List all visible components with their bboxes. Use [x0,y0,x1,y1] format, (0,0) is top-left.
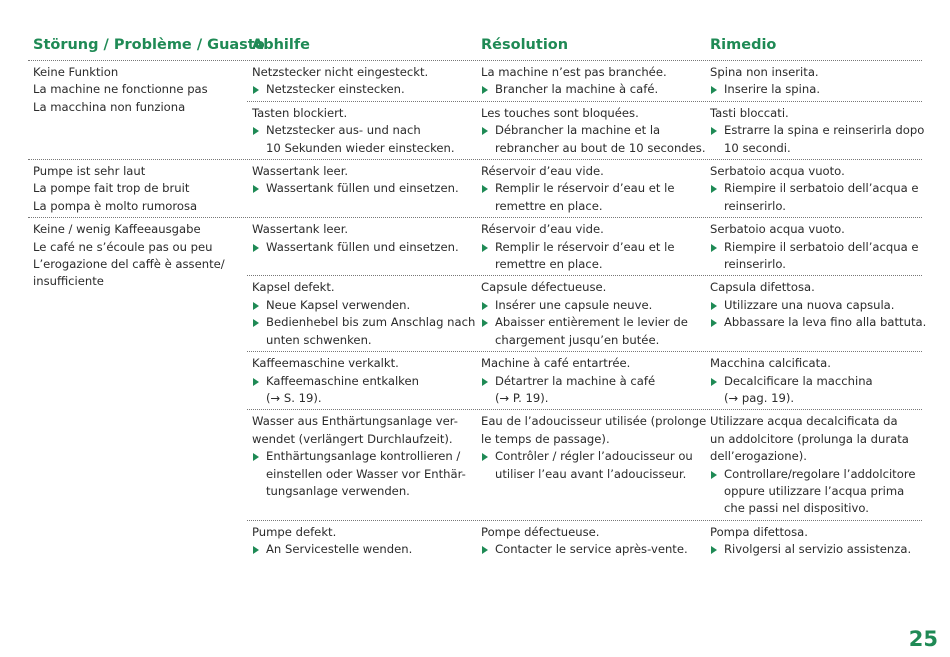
triangle-right-icon [711,302,717,310]
remedy-step-line: Wassertank füllen und einsetzen. [266,239,459,254]
triangle-right-icon [253,378,259,386]
triangle-right-icon [253,86,259,94]
remedy-cell [705,61,922,101]
remedy-step [481,180,699,215]
remedy-step [481,239,699,274]
problem-line: La macchina non funziona [33,99,186,114]
remedy-lead-line: Réservoir d’eau vide. [481,222,604,237]
triangle-right-icon [253,319,259,327]
remedy-step-line: Bedienhebel bis zum Anschlag nach [266,315,476,330]
header-problem: Störung / Problème / Guasto [33,37,265,53]
triangle-right-icon [482,453,488,461]
remedy-cell [705,276,927,351]
remedy-step-line: Controllare/regolare l’addolcitore [724,466,916,481]
page-number: 25 [908,627,938,651]
remedy-lead-line: Wassertank leer. [252,164,349,179]
remedy-lead-line: Macchina calcificata. [710,356,831,371]
remedy-cell [476,410,705,519]
triangle-right-icon [482,302,488,310]
remedy-cell [476,160,705,217]
remedy-step-line: remettre en place. [495,257,603,272]
remedy-step-line: Enthärtungsanlage kontrollieren / [266,449,461,464]
triangle-right-icon [253,302,259,310]
remedy-step [481,122,706,157]
remedy-lead-line: le temps de passage). [481,431,610,446]
remedy-step [252,541,470,558]
triangle-right-icon [253,127,259,135]
remedy-step-line: Wassertank füllen und einsetzen. [266,181,459,196]
problem-line: Keine / wenig Kaffeeausgabe [33,222,201,237]
remedy-lead-line: Utilizzare acqua decalcificata da [710,414,898,429]
remedy-step-line: (→ P. 19). [495,390,549,405]
remedy-step-line: utiliser l’eau avant l’adoucisseur. [495,466,687,481]
remedy-cell [476,521,705,561]
remedy-step-line: tungsanlage verwenden. [266,483,410,498]
remedy-step [481,81,699,98]
remedy-step [710,297,916,314]
remedy-step-line: Remplir le réservoir d’eau et le [495,181,675,196]
triangle-right-icon [482,378,488,386]
remedy-step [252,373,470,408]
triangle-right-icon [482,127,488,135]
triangle-right-icon [482,546,488,554]
triangle-right-icon [253,185,259,193]
remedy-lead-line: Serbatoio acqua vuoto. [710,222,845,237]
remedy-step-line: remettre en place. [495,198,603,213]
troubleshooting-table [28,35,927,561]
triangle-right-icon [253,244,259,252]
remedy-lead-line: Wasser aus Enthärtungsanlage ver- [252,414,458,429]
problem-line: La pompa è molto rumorosa [33,198,198,213]
remedy-step-line: Kaffeemaschine entkalken [266,373,419,388]
remedy-step-line: Contrôler / régler l’adoucisseur ou [495,449,693,464]
remedy-step-line: Abbassare la leva fino alla battuta. [724,315,927,330]
remedy-lead-line: Kapsel defekt. [252,280,335,295]
triangle-right-icon [482,244,488,252]
remedy-step-line: oppure utilizzare l’acqua prima [724,483,905,498]
remedy-cell [705,352,922,409]
remedy-step [481,314,699,349]
remedy-step [710,314,927,331]
remedy-step-line: Utilizzare una nuova capsula. [724,297,895,312]
remedy-lead-line: Spina non inserita. [710,65,819,79]
problem-line: L’erogazione del caffè è assente/ [33,257,225,272]
triangle-right-icon [711,319,717,327]
remedy-step [710,541,916,558]
remedy-cell [247,410,476,519]
remedy-step-line: Inserire la spina. [724,82,821,97]
problem-line: Le café ne s’écoule pas ou peu [33,239,213,254]
remedy-step [252,314,476,349]
triangle-right-icon [711,185,717,193]
remedy-step [252,81,470,98]
problem-line: Pumpe ist sehr laut [33,164,146,179]
remedy-step-line: 10 Sekunden wieder einstecken. [266,140,455,155]
problem-cell [28,160,247,217]
remedy-step [710,373,916,408]
remedy-step-line: An Servicestelle wenden. [266,542,413,557]
remedy-step-line: Abaisser entièrement le levier de [495,315,688,330]
remedy-lead-line: Serbatoio acqua vuoto. [710,164,845,179]
triangle-right-icon [711,546,717,554]
remedy-step-line: Riempire il serbatoio dell’acqua e [724,239,919,254]
remedy-step [710,239,919,274]
remedy-cell [705,102,925,159]
remedy-lead-line: Kaffeemaschine verkalkt. [252,356,399,371]
remedy-step [481,297,699,314]
remedy-lead-line: Pumpe defekt. [252,524,337,539]
remedy-cell [476,276,705,351]
problem-line: insufficiente [33,274,104,289]
remedy-step-line: Remplir le réservoir d’eau et le [495,239,675,254]
remedy-step-line: Rivolgersi al servizio assistenza. [724,542,912,557]
remedy-cell [247,61,476,101]
remedy-cell [247,276,476,351]
remedy-step-line: unten schwenken. [266,332,372,347]
triangle-right-icon [711,86,717,94]
triangle-right-icon [482,185,488,193]
remedy-step [710,81,916,98]
remedy-step-line: Détartrer la machine à café [495,373,656,388]
remedy-lead-line: Tasten blockiert. [252,105,348,120]
remedy-step [481,541,699,558]
remedy-step-line: Netzstecker aus- und nach [266,123,421,138]
remedy-lead-line: Capsula difettosa. [710,280,815,295]
triangle-right-icon [711,127,717,135]
remedy-cell [705,218,922,275]
remedy-step-line: (→ pag. 19). [724,390,795,405]
triangle-right-icon [711,378,717,386]
problem-cell [28,218,247,560]
remedy-step-line: (→ S. 19). [266,390,322,405]
problem-line: La pompe fait trop de bruit [33,181,190,196]
remedy-step-line: rebrancher au bout de 10 secondes. [495,140,706,155]
remedy-lead-line: Pompa difettosa. [710,524,808,539]
remedy-cell [247,218,476,275]
remedy-step-line: Brancher la machine à café. [495,82,659,97]
problem-cell [28,61,247,159]
remedy-step [252,122,470,157]
triangle-right-icon [253,453,259,461]
remedy-lead-line: Machine à café entartrée. [481,356,631,371]
triangle-right-icon [253,546,259,554]
remedy-lead-line: Tasti bloccati. [710,105,789,120]
remedy-cell [247,102,476,159]
remedy-lead-line: dell’erogazione). [710,449,807,464]
remedy-cell [705,160,922,217]
remedy-step-line: Riempire il serbatoio dell’acqua e [724,181,919,196]
remedy-cell [476,352,705,409]
remedy-cell [247,521,476,561]
remedy-cell [476,218,705,275]
remedy-step [252,448,470,500]
remedy-lead-line: Les touches sont bloquées. [481,105,639,120]
remedy-step [252,297,470,314]
remedy-lead-line: Netzstecker nicht eingesteckt. [252,65,429,79]
remedy-step-line: einstellen oder Wasser vor Enthär- [266,466,466,481]
remedy-step-line: Insérer une capsule neuve. [495,297,653,312]
remedy-cell [247,160,476,217]
triangle-right-icon [711,244,717,252]
remedy-lead-line: Eau de l’adoucisseur utilisée (prolonge [481,414,707,429]
remedy-lead-line: Capsule défectueuse. [481,280,607,295]
header-remedy-fr: Résolution [481,37,569,53]
remedy-step [252,180,470,197]
remedy-lead-line: wendet (verlängert Durchlaufzeit). [252,431,453,446]
triangle-right-icon [711,471,717,479]
remedy-step-line: Débrancher la machine et la [495,123,661,138]
remedy-cell [247,352,476,409]
problem-line: Keine Funktion [33,65,119,79]
problem-line: La machine ne fonctionne pas [33,82,208,97]
remedy-step-line: 10 secondi. [724,140,791,155]
header-remedy-de: Abhilfe [252,37,311,53]
remedy-step-line: reinserirlo. [724,198,786,213]
triangle-right-icon [482,319,488,327]
remedy-step-line: Netzstecker einstecken. [266,82,405,97]
remedy-lead-line: un addolcitore (prolunga la durata [710,431,909,446]
remedy-step-line: Decalcificare la macchina [724,373,873,388]
remedy-lead-line: Réservoir d’eau vide. [481,164,604,179]
remedy-step-line: Estrarre la spina e reinserirla dopo [724,123,925,138]
remedy-lead-line: Wassertank leer. [252,222,349,237]
remedy-cell [476,61,705,101]
remedy-lead-line: La machine n’est pas branchée. [481,65,667,79]
remedy-step-line: Neue Kapsel verwenden. [266,297,411,312]
remedy-step-line: che passi nel dispositivo. [724,501,869,516]
remedy-cell [476,102,705,159]
remedy-step [481,448,699,483]
remedy-step-line: reinserirlo. [724,257,786,272]
remedy-cell [705,410,922,519]
remedy-step [252,239,470,256]
remedy-step [481,373,699,408]
remedy-step [710,180,919,215]
header-remedy-it: Rimedio [710,37,777,53]
remedy-cell [705,521,922,561]
triangle-right-icon [482,86,488,94]
remedy-step [710,122,925,157]
remedy-step-line: chargement jusqu’en butée. [495,332,660,347]
remedy-lead-line: Pompe défectueuse. [481,524,600,539]
remedy-step [710,466,916,518]
remedy-step-line: Contacter le service après-vente. [495,542,688,557]
